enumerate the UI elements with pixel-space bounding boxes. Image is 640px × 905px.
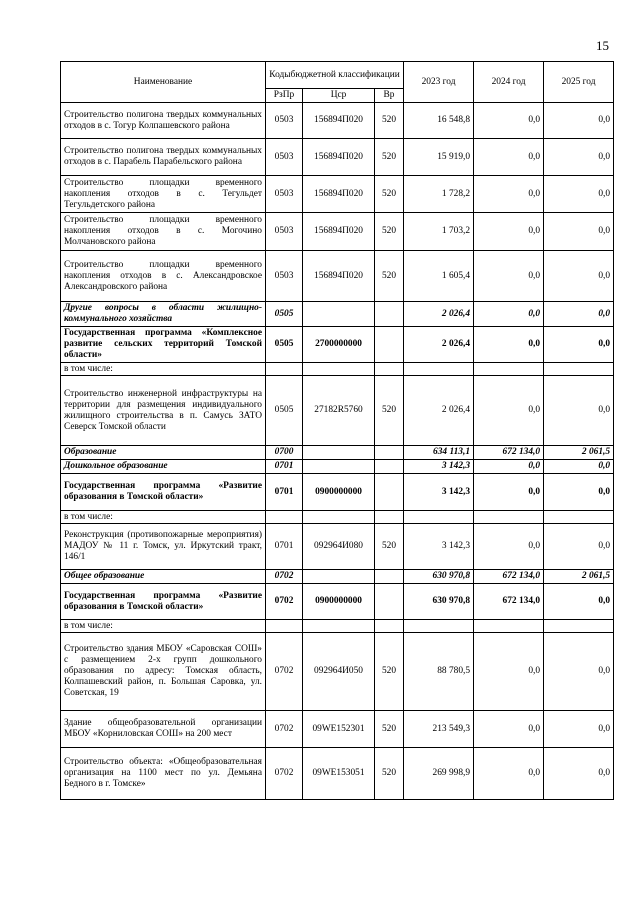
cell-y2025 [544,511,614,524]
cell-vr: 520 [375,711,404,748]
cell-csr: 09WE153051 [303,748,375,800]
cell-name: Строительство площадки временного накопления отходов в с. Александровское Александровского района [61,251,266,302]
header-csr: Цср [303,89,375,103]
cell-vr [375,474,404,511]
cell-name: Общее образование [61,570,266,584]
cell-name: Строительство объекта: «Общеобразовательная организация на 1100 мест по ул. Демьяна Бедного в г. Томске» [61,748,266,800]
cell-rzpr: 0700 [266,446,303,460]
table-body [61,103,614,800]
cell-csr [303,570,375,584]
table-row [61,327,614,363]
cell-y2023: 630 970,8 [404,570,474,584]
table-row [61,524,614,570]
cell-y2024: 672 134,0 [474,570,544,584]
cell-y2025: 0,0 [544,524,614,570]
cell-y2024: 0,0 [474,633,544,711]
table-row [61,213,614,251]
header-2024: 2024 год [474,62,544,103]
table-row [61,474,614,511]
table-row [61,748,614,800]
cell-rzpr: 0702 [266,633,303,711]
cell-vr [375,327,404,363]
cell-csr: 0900000000 [303,474,375,511]
cell-y2023: 16 548,8 [404,103,474,139]
budget-table [60,61,614,800]
cell-y2023: 2 026,4 [404,302,474,327]
cell-y2023: 88 780,5 [404,633,474,711]
cell-rzpr [266,620,303,633]
cell-name: Строительство площадки временного накопления отходов в с. Тегульдет Тегульдетского района [61,176,266,213]
cell-y2024: 0,0 [474,251,544,302]
cell-vr: 520 [375,139,404,176]
cell-name: Строительство полигона твердых коммунальных отходов в с. Тогур Колпашевского района [61,103,266,139]
cell-csr: 0900000000 [303,584,375,620]
cell-rzpr: 0701 [266,460,303,474]
table-row [61,176,614,213]
cell-csr: 156894П020 [303,176,375,213]
header-rzpr: РзПр [266,89,303,103]
cell-name: в том числе: [61,363,266,376]
cell-y2023: 630 970,8 [404,584,474,620]
cell-csr: 156894П020 [303,213,375,251]
cell-csr: 156894П020 [303,251,375,302]
cell-csr: 156894П020 [303,139,375,176]
cell-rzpr: 0505 [266,302,303,327]
cell-name: Реконструкция (противопожарные мероприятия) МАДОУ № 11 г. Томск, ул. Иркутский тракт, 146/1 [61,524,266,570]
cell-rzpr: 0505 [266,376,303,446]
cell-rzpr: 0503 [266,213,303,251]
cell-y2025: 0,0 [544,251,614,302]
cell-csr: 092964И050 [303,633,375,711]
table-row [61,584,614,620]
cell-y2024: 0,0 [474,213,544,251]
table-row [61,363,614,376]
header-vr: Вр [375,89,404,103]
cell-vr [375,363,404,376]
cell-csr: 2700000000 [303,327,375,363]
cell-vr [375,460,404,474]
cell-y2024: 0,0 [474,302,544,327]
cell-rzpr [266,363,303,376]
cell-y2024: 0,0 [474,103,544,139]
cell-y2024: 0,0 [474,460,544,474]
cell-rzpr: 0701 [266,474,303,511]
cell-y2025: 0,0 [544,176,614,213]
cell-y2023: 1 605,4 [404,251,474,302]
cell-csr: 092964И080 [303,524,375,570]
cell-csr: 09WE152301 [303,711,375,748]
table-row [61,460,614,474]
cell-y2025: 0,0 [544,139,614,176]
cell-vr: 520 [375,524,404,570]
cell-rzpr: 0503 [266,139,303,176]
cell-y2023: 2 026,4 [404,327,474,363]
cell-y2024: 0,0 [474,376,544,446]
cell-vr: 520 [375,176,404,213]
cell-vr: 520 [375,376,404,446]
cell-rzpr: 0702 [266,711,303,748]
cell-name: Дошкольное образование [61,460,266,474]
cell-csr: 156894П020 [303,103,375,139]
cell-y2025: 0,0 [544,213,614,251]
cell-rzpr: 0505 [266,327,303,363]
cell-name: Государственная программа «Развитие образования в Томской области» [61,584,266,620]
cell-y2025: 0,0 [544,327,614,363]
cell-y2024: 0,0 [474,327,544,363]
cell-y2025: 0,0 [544,302,614,327]
cell-rzpr: 0503 [266,251,303,302]
cell-y2024: 672 134,0 [474,446,544,460]
cell-vr: 520 [375,213,404,251]
cell-y2023: 1 728,2 [404,176,474,213]
cell-rzpr: 0701 [266,524,303,570]
cell-y2023: 3 142,3 [404,524,474,570]
cell-name: Образование [61,446,266,460]
cell-vr: 520 [375,103,404,139]
cell-vr [375,511,404,524]
table-row [61,376,614,446]
cell-y2023 [404,620,474,633]
cell-csr [303,302,375,327]
cell-y2025: 0,0 [544,474,614,511]
cell-y2023 [404,511,474,524]
table-row [61,511,614,524]
cell-y2025 [544,620,614,633]
cell-y2025: 2 061,5 [544,570,614,584]
table-row [61,251,614,302]
cell-y2025: 0,0 [544,633,614,711]
cell-y2025: 0,0 [544,376,614,446]
cell-y2023: 269 998,9 [404,748,474,800]
cell-y2024 [474,363,544,376]
cell-rzpr: 0702 [266,584,303,620]
cell-csr [303,620,375,633]
cell-y2025: 0,0 [544,460,614,474]
table-row [61,446,614,460]
cell-vr: 520 [375,633,404,711]
cell-y2023: 3 142,3 [404,460,474,474]
cell-name: Здание общеобразовательной организации МБОУ «Корниловская СОШ» на 200 мест [61,711,266,748]
cell-rzpr: 0503 [266,176,303,213]
cell-vr [375,620,404,633]
cell-vr [375,302,404,327]
cell-y2024: 0,0 [474,139,544,176]
cell-name: в том числе: [61,511,266,524]
cell-y2023: 213 549,3 [404,711,474,748]
cell-y2025: 0,0 [544,748,614,800]
cell-y2023: 634 113,1 [404,446,474,460]
cell-name: Строительство инженерной инфраструктуры на территории для размещения индивидуального жилищного строительства в п. Самусь ЗАТО Северск Томской области [61,376,266,446]
cell-y2024: 0,0 [474,711,544,748]
cell-csr [303,460,375,474]
cell-y2024: 672 134,0 [474,584,544,620]
cell-csr [303,511,375,524]
cell-rzpr [266,511,303,524]
table-row [61,711,614,748]
cell-name: Строительство площадки временного накопления отходов в с. Могочино Молчановского района [61,213,266,251]
table-row [61,620,614,633]
cell-y2023: 3 142,3 [404,474,474,511]
cell-vr [375,584,404,620]
cell-vr: 520 [375,748,404,800]
cell-y2025: 0,0 [544,103,614,139]
cell-rzpr: 0503 [266,103,303,139]
cell-y2024 [474,620,544,633]
cell-y2025 [544,363,614,376]
table-row [61,103,614,139]
header-2023: 2023 год [404,62,474,103]
cell-name: Государственная программа «Комплексное развитие сельских территорий Томской области» [61,327,266,363]
cell-y2023 [404,363,474,376]
cell-vr [375,446,404,460]
table-row [61,302,614,327]
cell-y2024: 0,0 [474,524,544,570]
cell-name: Строительство здания МБОУ «Саровская СОШ» с размещением 2-х групп дошкольного образования по адресу: Томская область, Колпашевский район, п. Большая Саровка, ул. Советская, 19 [61,633,266,711]
cell-y2023: 2 026,4 [404,376,474,446]
cell-y2023: 15 919,0 [404,139,474,176]
table-row [61,633,614,711]
cell-rzpr: 0702 [266,570,303,584]
table-row [61,570,614,584]
cell-y2024: 0,0 [474,748,544,800]
cell-y2025: 2 061,5 [544,446,614,460]
cell-y2025: 0,0 [544,711,614,748]
cell-y2024: 0,0 [474,474,544,511]
cell-vr [375,570,404,584]
cell-y2024 [474,511,544,524]
header-codes: Кодыбюджетной классификации [266,62,404,89]
cell-y2023: 1 703,2 [404,213,474,251]
header-2025: 2025 год [544,62,614,103]
cell-vr: 520 [375,251,404,302]
page-number: 15 [596,38,609,53]
cell-y2025: 0,0 [544,584,614,620]
cell-name: Строительство полигона твердых коммунальных отходов в с. Парабель Парабельского района [61,139,266,176]
cell-csr: 27182R5760 [303,376,375,446]
cell-csr [303,363,375,376]
table-row [61,139,614,176]
cell-csr [303,446,375,460]
cell-name: Другие вопросы в области жилищно-коммунального хозяйства [61,302,266,327]
cell-name: Государственная программа «Развитие образования в Томской области» [61,474,266,511]
cell-rzpr: 0702 [266,748,303,800]
cell-y2024: 0,0 [474,176,544,213]
cell-name: в том числе: [61,620,266,633]
header-name: Наименование [61,62,266,103]
